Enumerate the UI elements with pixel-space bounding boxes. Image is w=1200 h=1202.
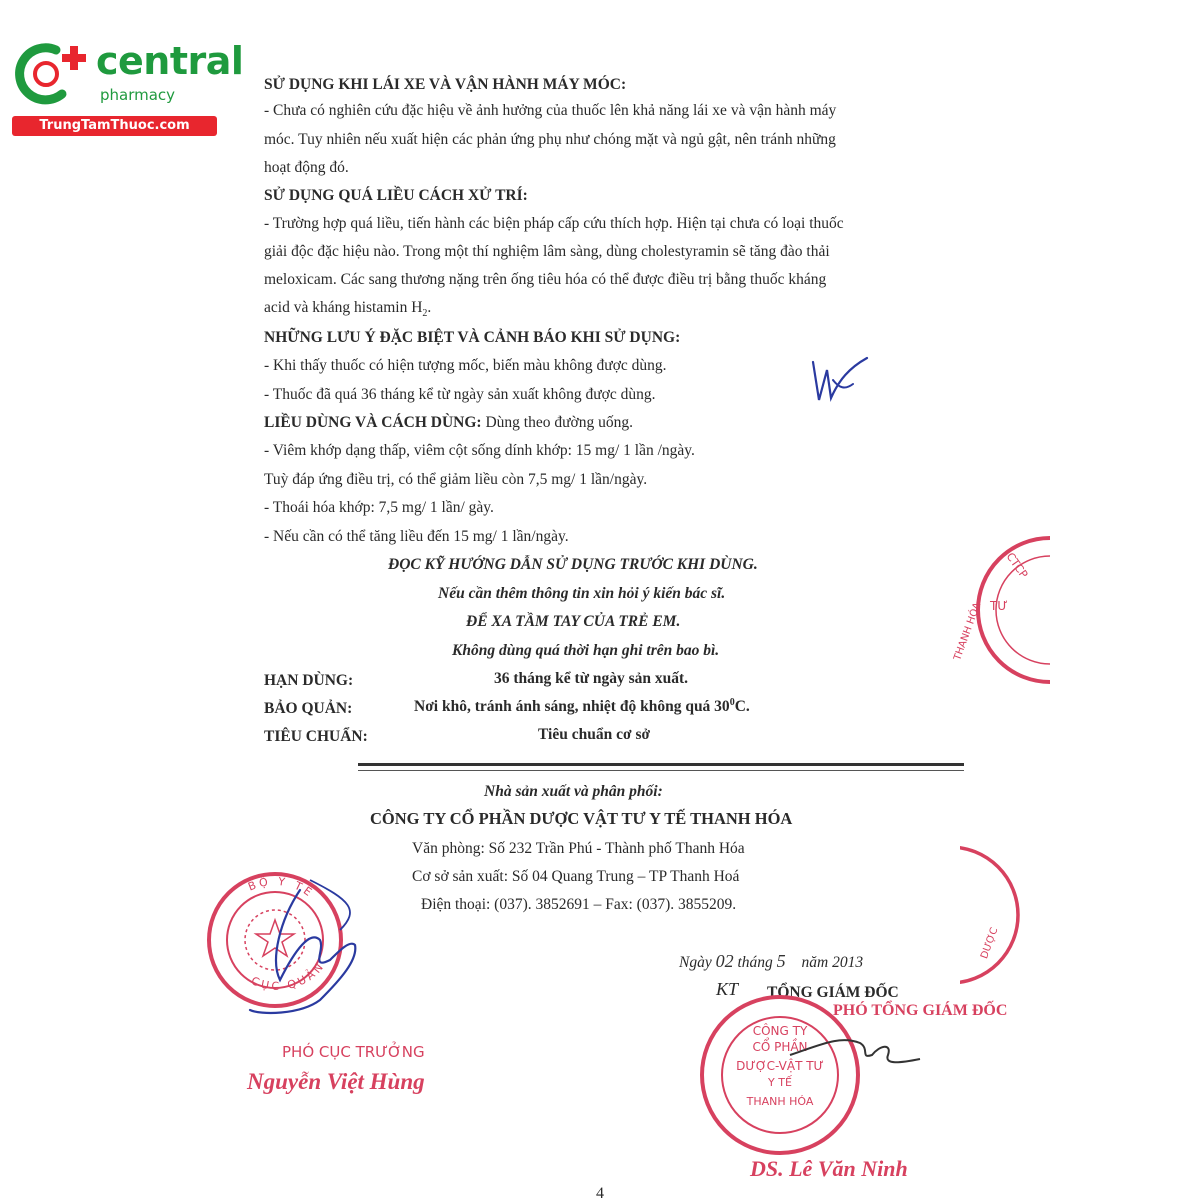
driving-line: hoạt động đó.	[264, 159, 349, 176]
overdose-line: - Trường hợp quá liều, tiến hành các biện pháp cấp cứu thích hợp. Hiện tại chưa có loại thuốc	[264, 215, 844, 232]
dosage-line-heading	[264, 415, 633, 431]
dosage-line: - Viêm khớp dạng thấp, viêm cột sống dính khớp: 15 mg/ 1 lần /ngày.	[264, 442, 695, 459]
company-stamp-line: CÔNG TY	[752, 1024, 808, 1038]
right-stamp2-text: DƯỢC	[979, 926, 1001, 961]
standard-value: Tiêu chuẩn cơ sở	[538, 726, 651, 743]
left-signature-ink	[240, 870, 380, 1020]
driving-line: móc. Tuy nhiên nếu xuất hiện các phản ứng phụ như chóng mặt và ngủ gật, nên tránh những	[264, 131, 836, 148]
notice-expiry: Không dùng quá thời hạn ghi trên bao bì.	[452, 642, 720, 659]
manufacturer-company: CÔNG TY CỔ PHẦN DƯỢC VẬT TƯ Y TẾ THANH HÓA	[370, 809, 793, 828]
company-stamp-line: DƯỢC-VẬT TƯ	[736, 1059, 824, 1073]
date-line	[679, 952, 863, 971]
standard-label: TIÊU CHUẨN:	[264, 728, 368, 745]
overdose-subscript: 2	[422, 308, 428, 320]
overdose-last-text: acid và kháng histamin H	[264, 299, 423, 316]
notice-read-instructions: ĐỌC KỸ HƯỚNG DẪN SỬ DỤNG TRƯỚC KHI DÙNG.	[388, 556, 758, 573]
manufacturer-office: Văn phòng: Số 232 Trần Phú - Thành phố Thanh Hóa	[412, 840, 745, 857]
driving-heading: SỬ DỤNG KHI LÁI XE VÀ VẬN HÀNH MÁY MÓC:	[264, 76, 627, 93]
ministry-stamp-top-text: BỘ Y TẾ	[246, 874, 317, 901]
manufacturer-phone: Điện thoại: (037). 3852691 – Fax: (037). 3855209.	[421, 896, 737, 913]
right-stamp-edge	[960, 840, 1020, 990]
dosage-intro: Dùng theo đường uống.	[481, 414, 633, 431]
date-year: năm 2013	[801, 954, 864, 971]
dosage-line: - Nếu cần có thể tăng liều đến 15 mg/ 1 lần/ngày.	[264, 528, 569, 545]
storage-value	[414, 698, 750, 715]
storage-text: Nơi khô, tránh ánh sáng, nhiệt độ không quá 30	[414, 698, 730, 716]
ink-initials-signature	[805, 350, 880, 410]
right-stamp-bottom-text: THANH HÓA	[952, 601, 984, 663]
central-logo-icon	[10, 38, 90, 108]
ministry-stamp-bottom-text: CỤC QUẢN	[249, 958, 328, 993]
signer-name: DS. Lê Văn Ninh	[750, 1156, 908, 1181]
left-signature-name: Nguyễn Việt Hùng	[247, 1069, 425, 1094]
warning-line: - Khi thấy thuốc có hiện tượng mốc, biến màu không được dùng.	[264, 357, 667, 374]
notice-keep-away-children: ĐỂ XA TẦM TAY CỦA TRẺ EM.	[466, 613, 681, 630]
logo-name: central	[96, 39, 244, 83]
dosage-heading: LIỀU DÙNG VÀ CÁCH DÙNG:	[264, 414, 482, 431]
date-prefix: Ngày	[679, 954, 712, 971]
right-stamp-partial	[950, 530, 1050, 690]
company-stamp-line: THANH HÓA	[746, 1095, 814, 1108]
storage-degree: 0	[729, 697, 735, 708]
company-signature-ink	[780, 1025, 930, 1075]
overdose-last-end: .	[427, 299, 432, 316]
divider-rule-thin	[358, 770, 964, 771]
storage-label: BẢO QUẢN:	[264, 700, 353, 717]
director-title: TỔNG GIÁM ĐỐC	[767, 984, 899, 1001]
kt-mark: KT	[716, 979, 739, 999]
company-stamp-line: Y TẾ	[768, 1076, 792, 1089]
manufacturer-factory: Cơ sở sản xuất: Số 04 Quang Trung – TP Thanh Hoá	[412, 868, 740, 885]
expiry-value: 36 tháng kể từ ngày sản xuất.	[494, 670, 689, 687]
divider-rule	[358, 763, 964, 766]
overdose-heading: SỬ DỤNG QUÁ LIỀU CÁCH XỬ TRÍ:	[264, 187, 528, 204]
dosage-line: - Thoái hóa khớp: 7,5 mg/ 1 lần/ gày.	[264, 499, 494, 516]
central-pharmacy-logo	[10, 38, 244, 138]
dosage-line: Tuỳ đáp ứng điều trị, có thể giảm liều còn 7,5 mg/ 1 lần/ngày.	[264, 471, 648, 488]
right-stamp-mid-text: TƯ	[990, 599, 1008, 613]
deputy-title: PHÓ TỔNG GIÁM ĐỐC	[833, 1002, 1008, 1019]
logo-subtitle: pharmacy	[100, 86, 176, 104]
left-signature-title: PHÓ CỤC TRƯỞNG	[282, 1043, 425, 1061]
expiry-label: HẠN DÙNG:	[264, 672, 354, 689]
warning-heading: NHỮNG LƯU Ý ĐẶC BIỆT VÀ CẢNH BÁO KHI SỬ DỤNG:	[264, 329, 681, 346]
overdose-line: giải độc đặc hiệu nào. Trong một thí nghiệm lâm sàng, dùng cholestyramin sẽ tăng đào thải	[264, 243, 830, 260]
driving-line: - Chưa có nghiên cứu đặc hiệu về ảnh hưởng của thuốc lên khả năng lái xe và vận hành máy	[264, 102, 837, 119]
company-stamp	[690, 990, 870, 1160]
overdose-last-line	[264, 300, 431, 319]
warning-line: - Thuốc đã quá 36 tháng kể từ ngày sản xuất không được dùng.	[264, 386, 656, 403]
date-month: 5	[776, 951, 786, 971]
storage-unit: C.	[734, 698, 750, 716]
manufacturer-intro: Nhà sản xuất và phân phối:	[484, 783, 663, 800]
overdose-line: meloxicam. Các sang thương nặng trên ống tiêu hóa có thể được điều trị bằng thuốc kháng	[264, 271, 827, 288]
right-stamp-top-text: CTCP	[1003, 550, 1031, 581]
logo-url-banner: TrungTamThuoc.com	[12, 116, 217, 136]
page-number: 4	[596, 1185, 604, 1202]
date-month-word: tháng	[737, 954, 773, 971]
notice-consult-doctor: Nếu cần thêm thông tin xin hỏi ý kiến bác sĩ.	[438, 585, 726, 602]
company-stamp-line: CỔ PHẦN	[752, 1040, 808, 1054]
date-day: 02	[715, 951, 734, 971]
